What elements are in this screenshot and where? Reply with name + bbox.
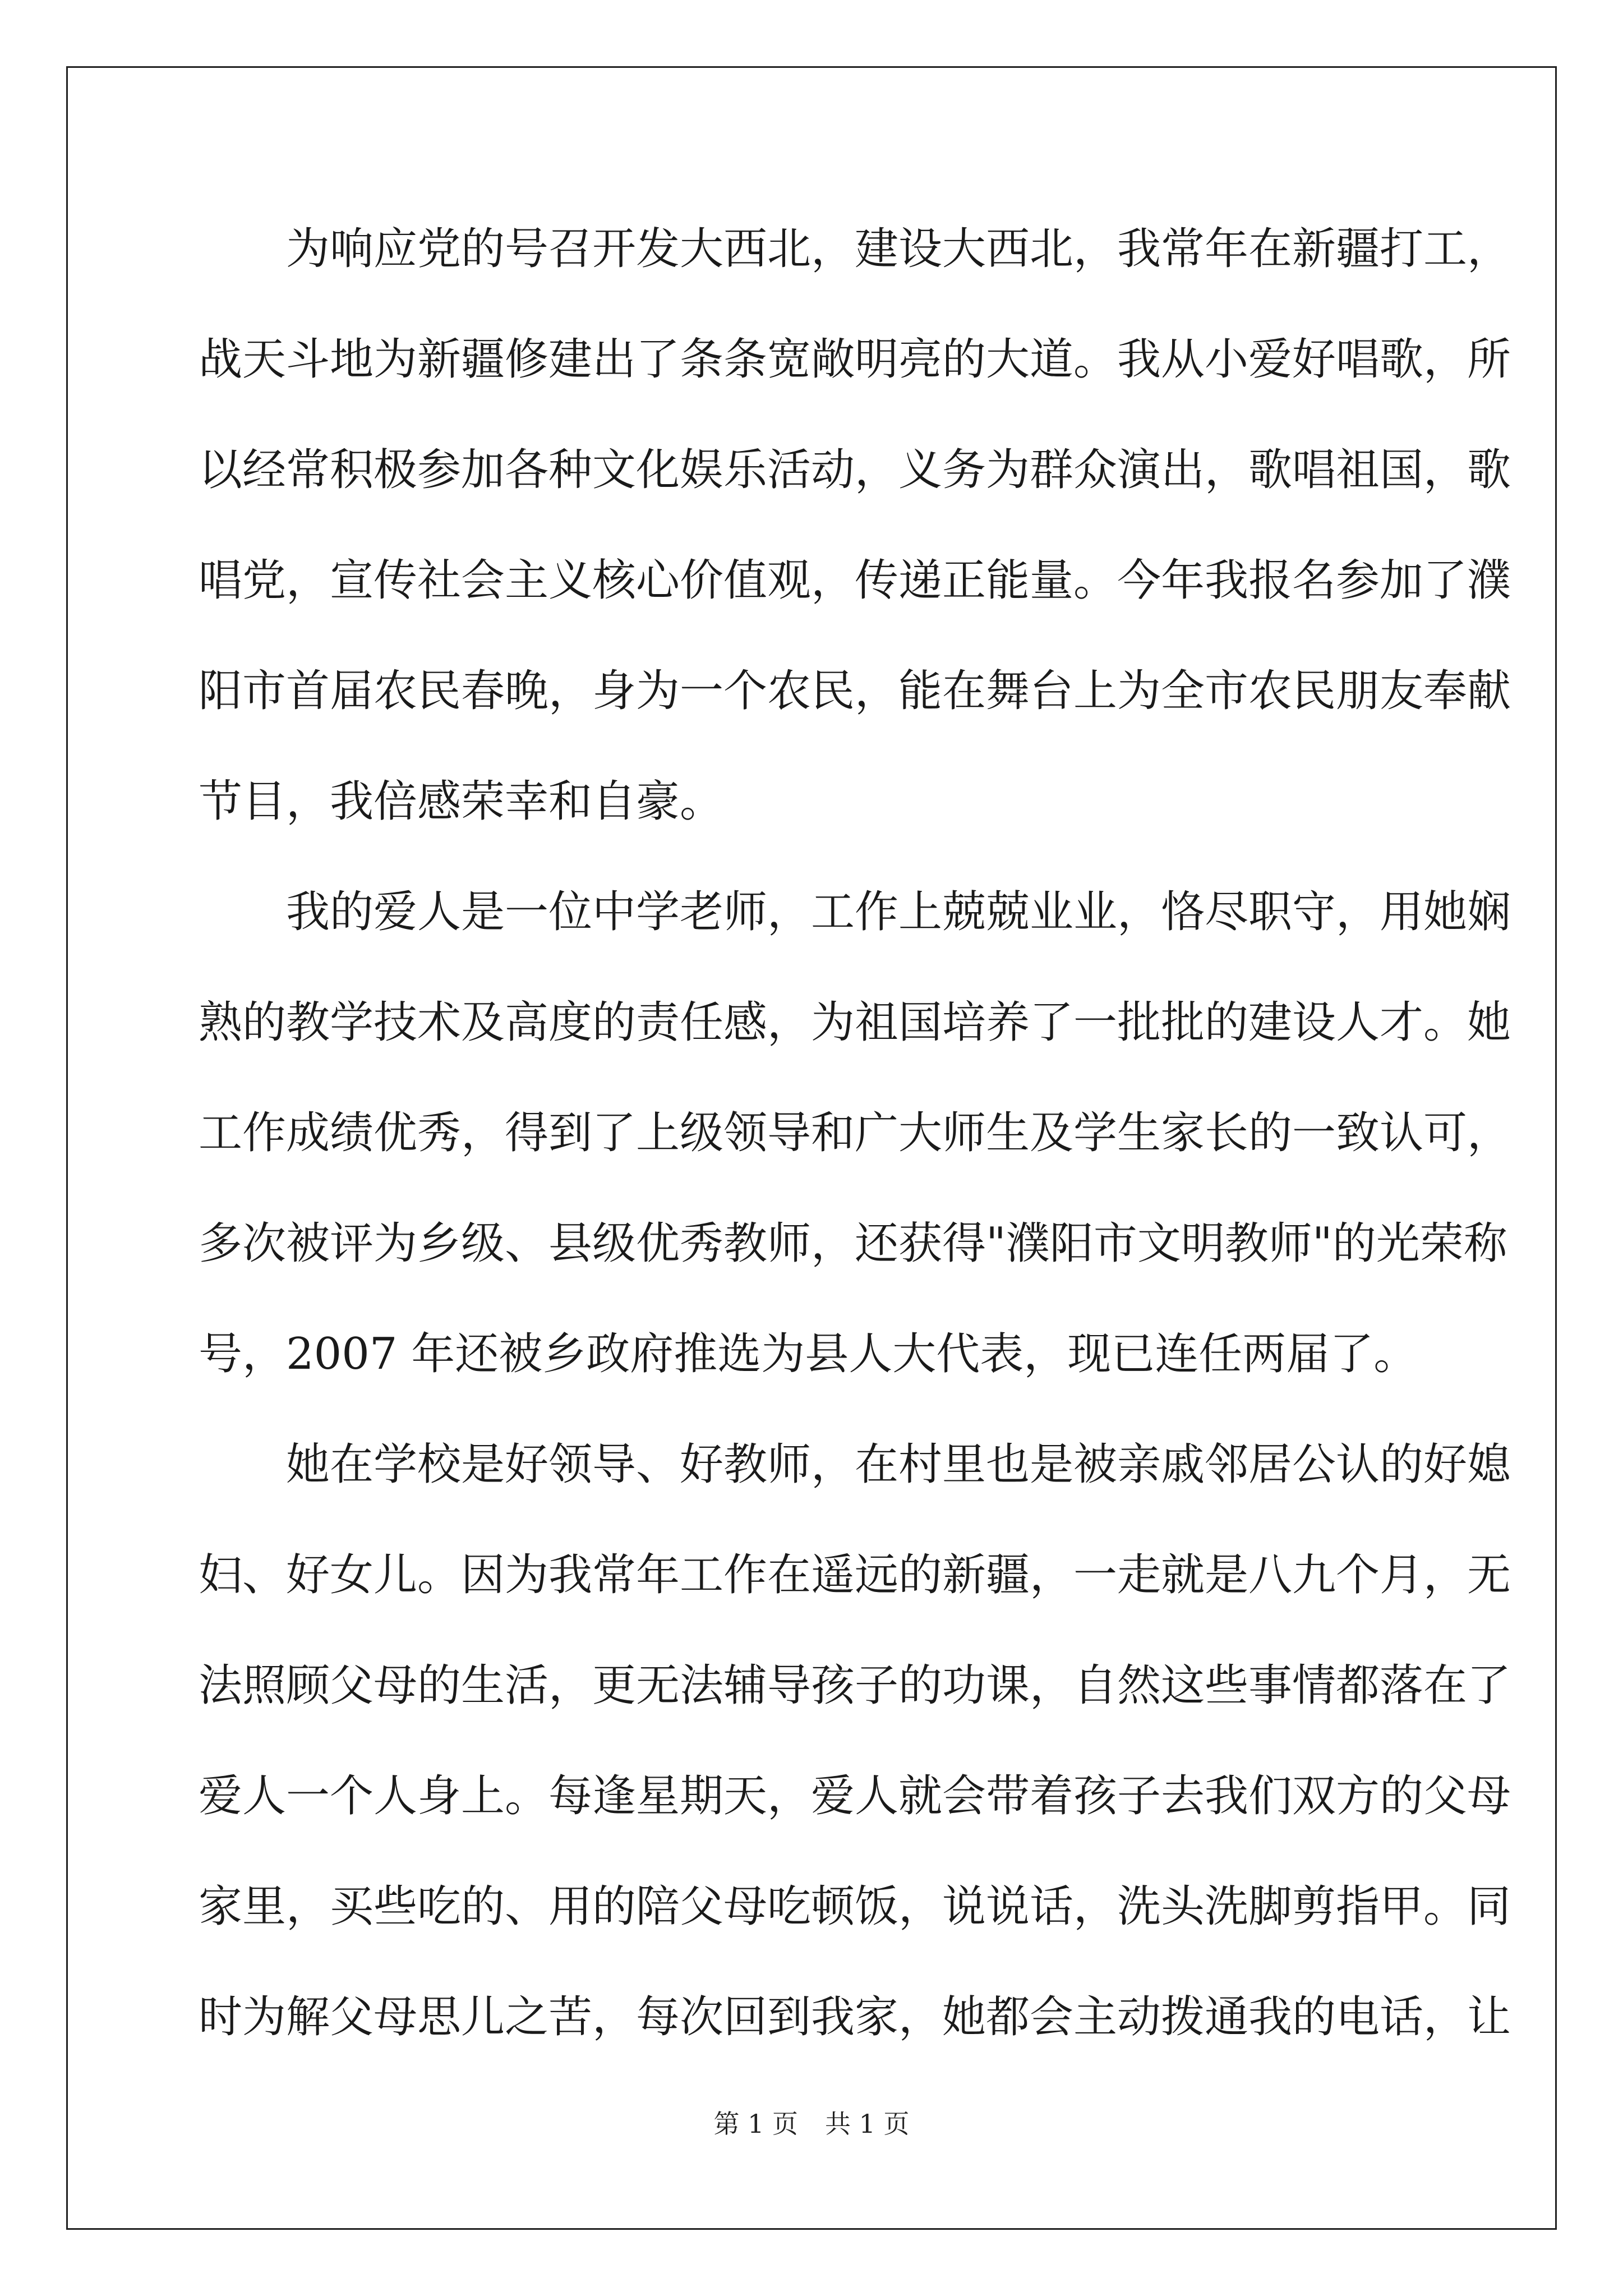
paragraph-2-line-3: 工作成绩优秀，得到了上级领导和广大师生及学生家长的一致认可， — [199, 1108, 1511, 1158]
paragraph-2-line-1: 我的爱人是一位中学老师，工作上兢兢业业，恪尽职守，用她娴 — [286, 887, 1511, 937]
paragraph-1-line-5: 阳市首届农民春晚，身为一个农民，能在舞台上为全市农民朋友奉献 — [199, 666, 1511, 716]
paragraph-1-line-3: 以经常积极参加各种文化娱乐活动，义务为群众演出，歌唱祖国，歌 — [199, 445, 1511, 495]
paragraph-3-line-6: 时为解父母思儿之苦，每次回到我家，她都会主动拨通我的电话，让 — [199, 1992, 1511, 2042]
paragraph-3-line-5: 家里，买些吃的、用的陪父母吃顿饭，说说话，洗头洗脚剪指甲。同 — [199, 1881, 1511, 1932]
paragraph-3-line-1: 她在学校是好领导、好教师，在村里也是被亲戚邻居公认的好媳 — [286, 1439, 1511, 1490]
paragraph-3-line-3: 法照顾父母的生活，更无法辅导孩子的功课，自然这些事情都落在了 — [199, 1660, 1511, 1711]
paragraph-3-line-2: 妇、好女儿。因为我常年工作在遥远的新疆，一走就是八九个月，无 — [199, 1550, 1511, 1600]
paragraph-2-line-4: 多次被评为乡级、县级优秀教师，还获得"濮阳市文明教师"的光荣称 — [199, 1218, 1507, 1269]
paragraph-1-line-6: 节目，我倍感荣幸和自豪。 — [199, 776, 724, 827]
document-body — [199, 218, 1511, 2096]
page-number: 第 1 页 — [713, 2109, 798, 2139]
paragraph-3-line-4: 爱人一个人身上。每逢星期天，爱人就会带着孩子去我们双方的父母 — [199, 1771, 1511, 1821]
paragraph-2-line-5: 号，2007 年还被乡政府推选为县人大代表，现已连任两届了。 — [199, 1329, 1418, 1379]
paragraph-1-line-2: 战天斗地为新疆修建出了条条宽敞明亮的大道。我从小爱好唱歌，所 — [199, 334, 1511, 385]
paragraph-2-line-2: 熟的教学技术及高度的责任感，为祖国培养了一批批的建设人才。她 — [199, 997, 1511, 1048]
paragraph-1-line-4: 唱党，宣传社会主义核心价值观，传递正能量。今年我报名参加了濮 — [199, 555, 1511, 606]
paragraph-1-line-1: 为响应党的号召开发大西北，建设大西北，我常年在新疆打工， — [286, 224, 1511, 274]
page-total: 共 1 页 — [825, 2109, 910, 2139]
page-footer — [0, 2107, 1623, 2141]
